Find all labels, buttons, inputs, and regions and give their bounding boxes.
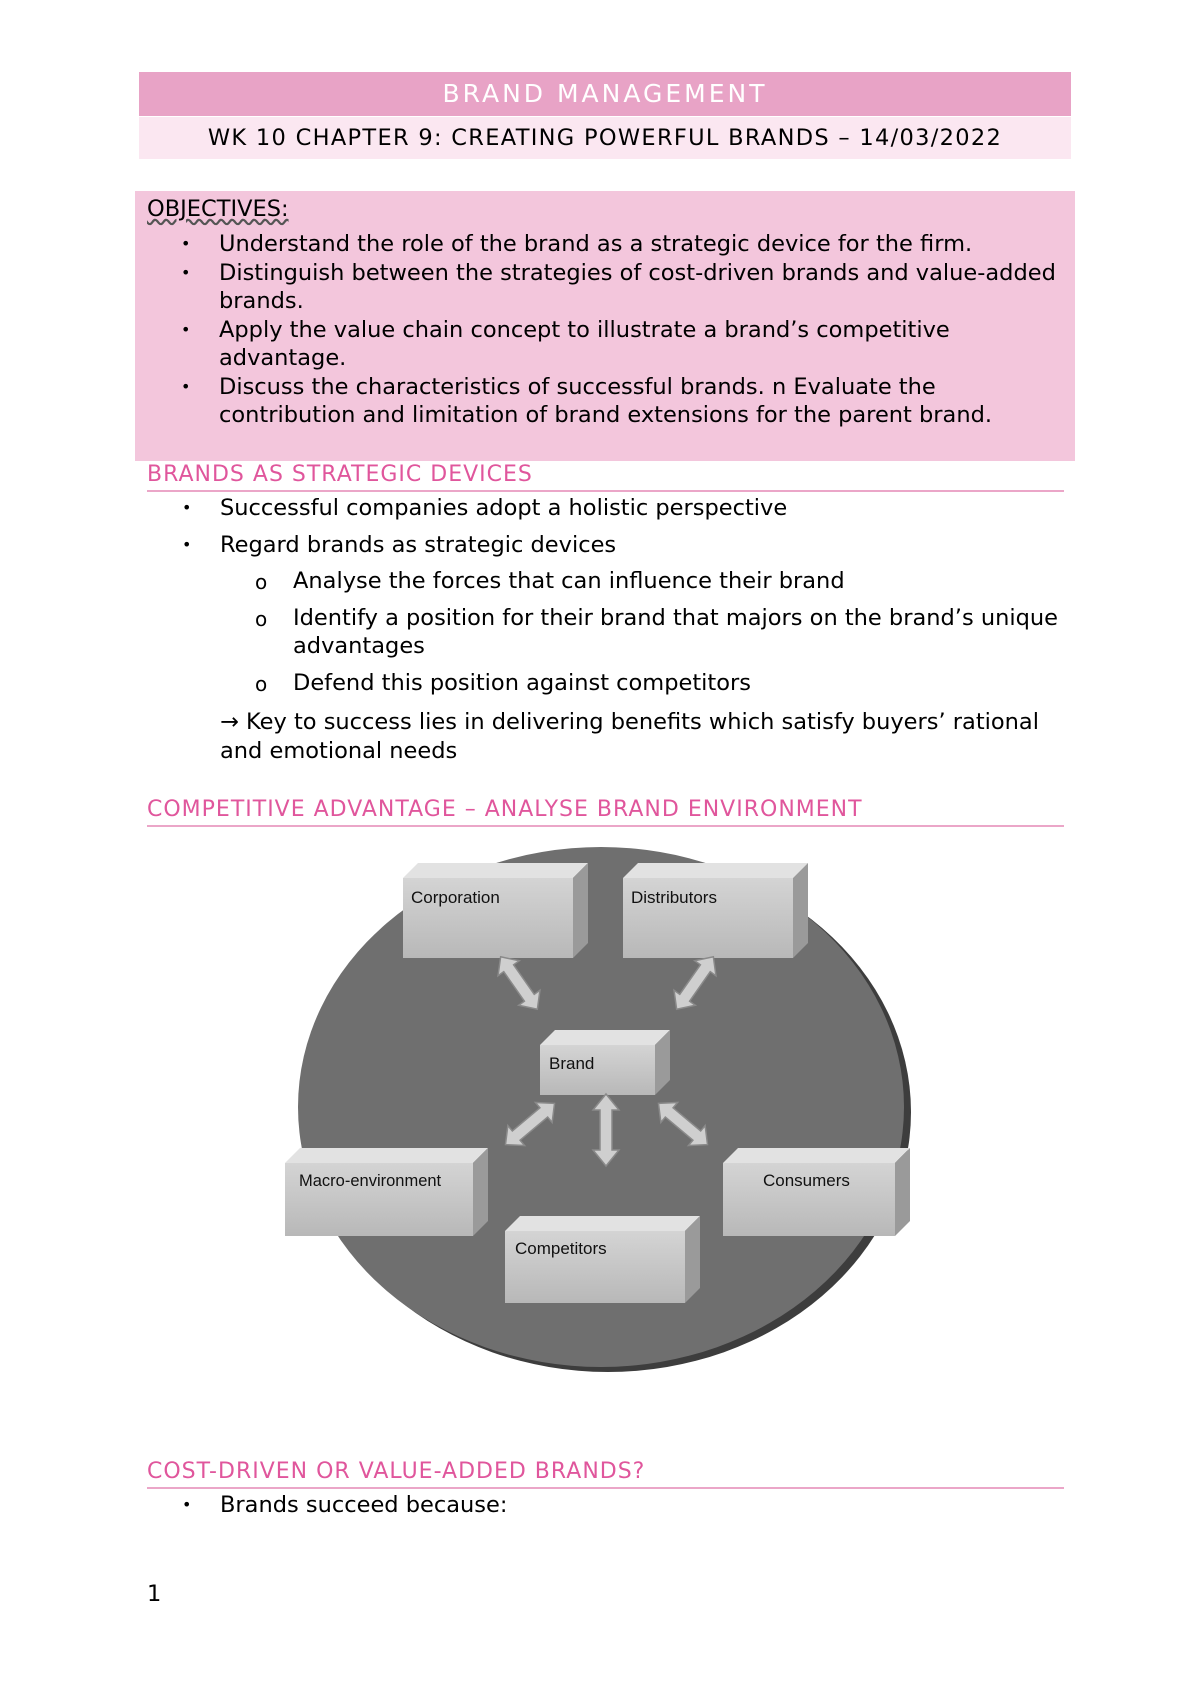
objectives-list xyxy=(181,230,1069,430)
bullet-icon: • xyxy=(181,234,191,253)
cost-driven-list xyxy=(182,1491,1060,1528)
bullet-icon: • xyxy=(182,498,192,517)
macro-environment-box xyxy=(285,1148,488,1236)
distributors-label: Distributors xyxy=(631,888,717,907)
list-item: • Distinguish between the strategies of cost-driven brands and value-added brands. xyxy=(181,259,1056,314)
list-item: o Identify a position for their brand that majors on the brand’s unique advantages xyxy=(255,604,1058,659)
objectives-box xyxy=(135,191,1075,461)
strategic-devices-sublist xyxy=(255,567,1063,705)
bullet-icon: • xyxy=(181,319,191,339)
corporation-label: Corporation xyxy=(411,888,500,907)
competitors-box xyxy=(505,1216,700,1303)
list-item: • Discuss the characteristics of successful brands. n Evaluate the contribution and limitation of brand extensions for the parent brand. xyxy=(181,373,993,428)
circle-bullet-icon: o xyxy=(255,606,268,631)
section-heading-competitive-advantage: COMPETITIVE ADVANTAGE – ANALYSE BRAND ENVIRONMENT xyxy=(147,796,1064,827)
brand-box xyxy=(540,1030,670,1095)
circle-bullet-icon: o xyxy=(255,671,268,696)
brand-label: Brand xyxy=(549,1054,595,1073)
bullet-icon: • xyxy=(182,1495,192,1514)
list-item: • Apply the value chain concept to illustrate a brand’s competitive advantage. xyxy=(181,316,950,371)
bullet-icon: • xyxy=(182,534,192,554)
section-heading-strategic-devices: BRANDS AS STRATEGIC DEVICES xyxy=(147,461,1064,492)
section-heading-cost-driven: COST-DRIVEN OR VALUE-ADDED BRANDS? xyxy=(147,1458,1064,1489)
list-item: o Analyse the forces that can influence their brand xyxy=(293,567,1063,596)
bullet-icon: • xyxy=(181,262,191,282)
competitors-label: Competitors xyxy=(515,1239,607,1258)
consumers-box xyxy=(723,1148,910,1236)
document-subtitle: WK 10 CHAPTER 9: CREATING POWERFUL BRANDS – 14/03/2022 xyxy=(139,117,1071,159)
list-item: • Successful companies adopt a holistic perspective xyxy=(182,495,788,521)
list-item: o Defend this position against competitors xyxy=(293,669,1063,698)
document-title: BRAND MANAGEMENT xyxy=(139,72,1071,116)
page-number: 1 xyxy=(147,1581,162,1607)
distributors-box xyxy=(623,863,808,958)
corporation-box xyxy=(403,863,588,958)
list-item: • Understand the role of the brand as a strategic device for the firm. xyxy=(181,231,973,257)
circle-bullet-icon: o xyxy=(255,570,268,594)
macro-environment-label: Macro-environment xyxy=(299,1172,442,1190)
bullet-icon: • xyxy=(181,376,191,396)
objectives-title: OBJECTIVES: xyxy=(147,196,289,222)
key-success-note: → Key to success lies in delivering benefits which satisfy buyers’ rational and emotional needs xyxy=(220,709,1039,764)
brand-environment-diagram xyxy=(283,843,923,1378)
strategic-devices-list xyxy=(182,494,1060,567)
consumers-label: Consumers xyxy=(763,1171,850,1190)
list-item: • Brands succeed because: xyxy=(182,1492,508,1518)
list-item: • Regard brands as strategic devices xyxy=(182,531,617,558)
